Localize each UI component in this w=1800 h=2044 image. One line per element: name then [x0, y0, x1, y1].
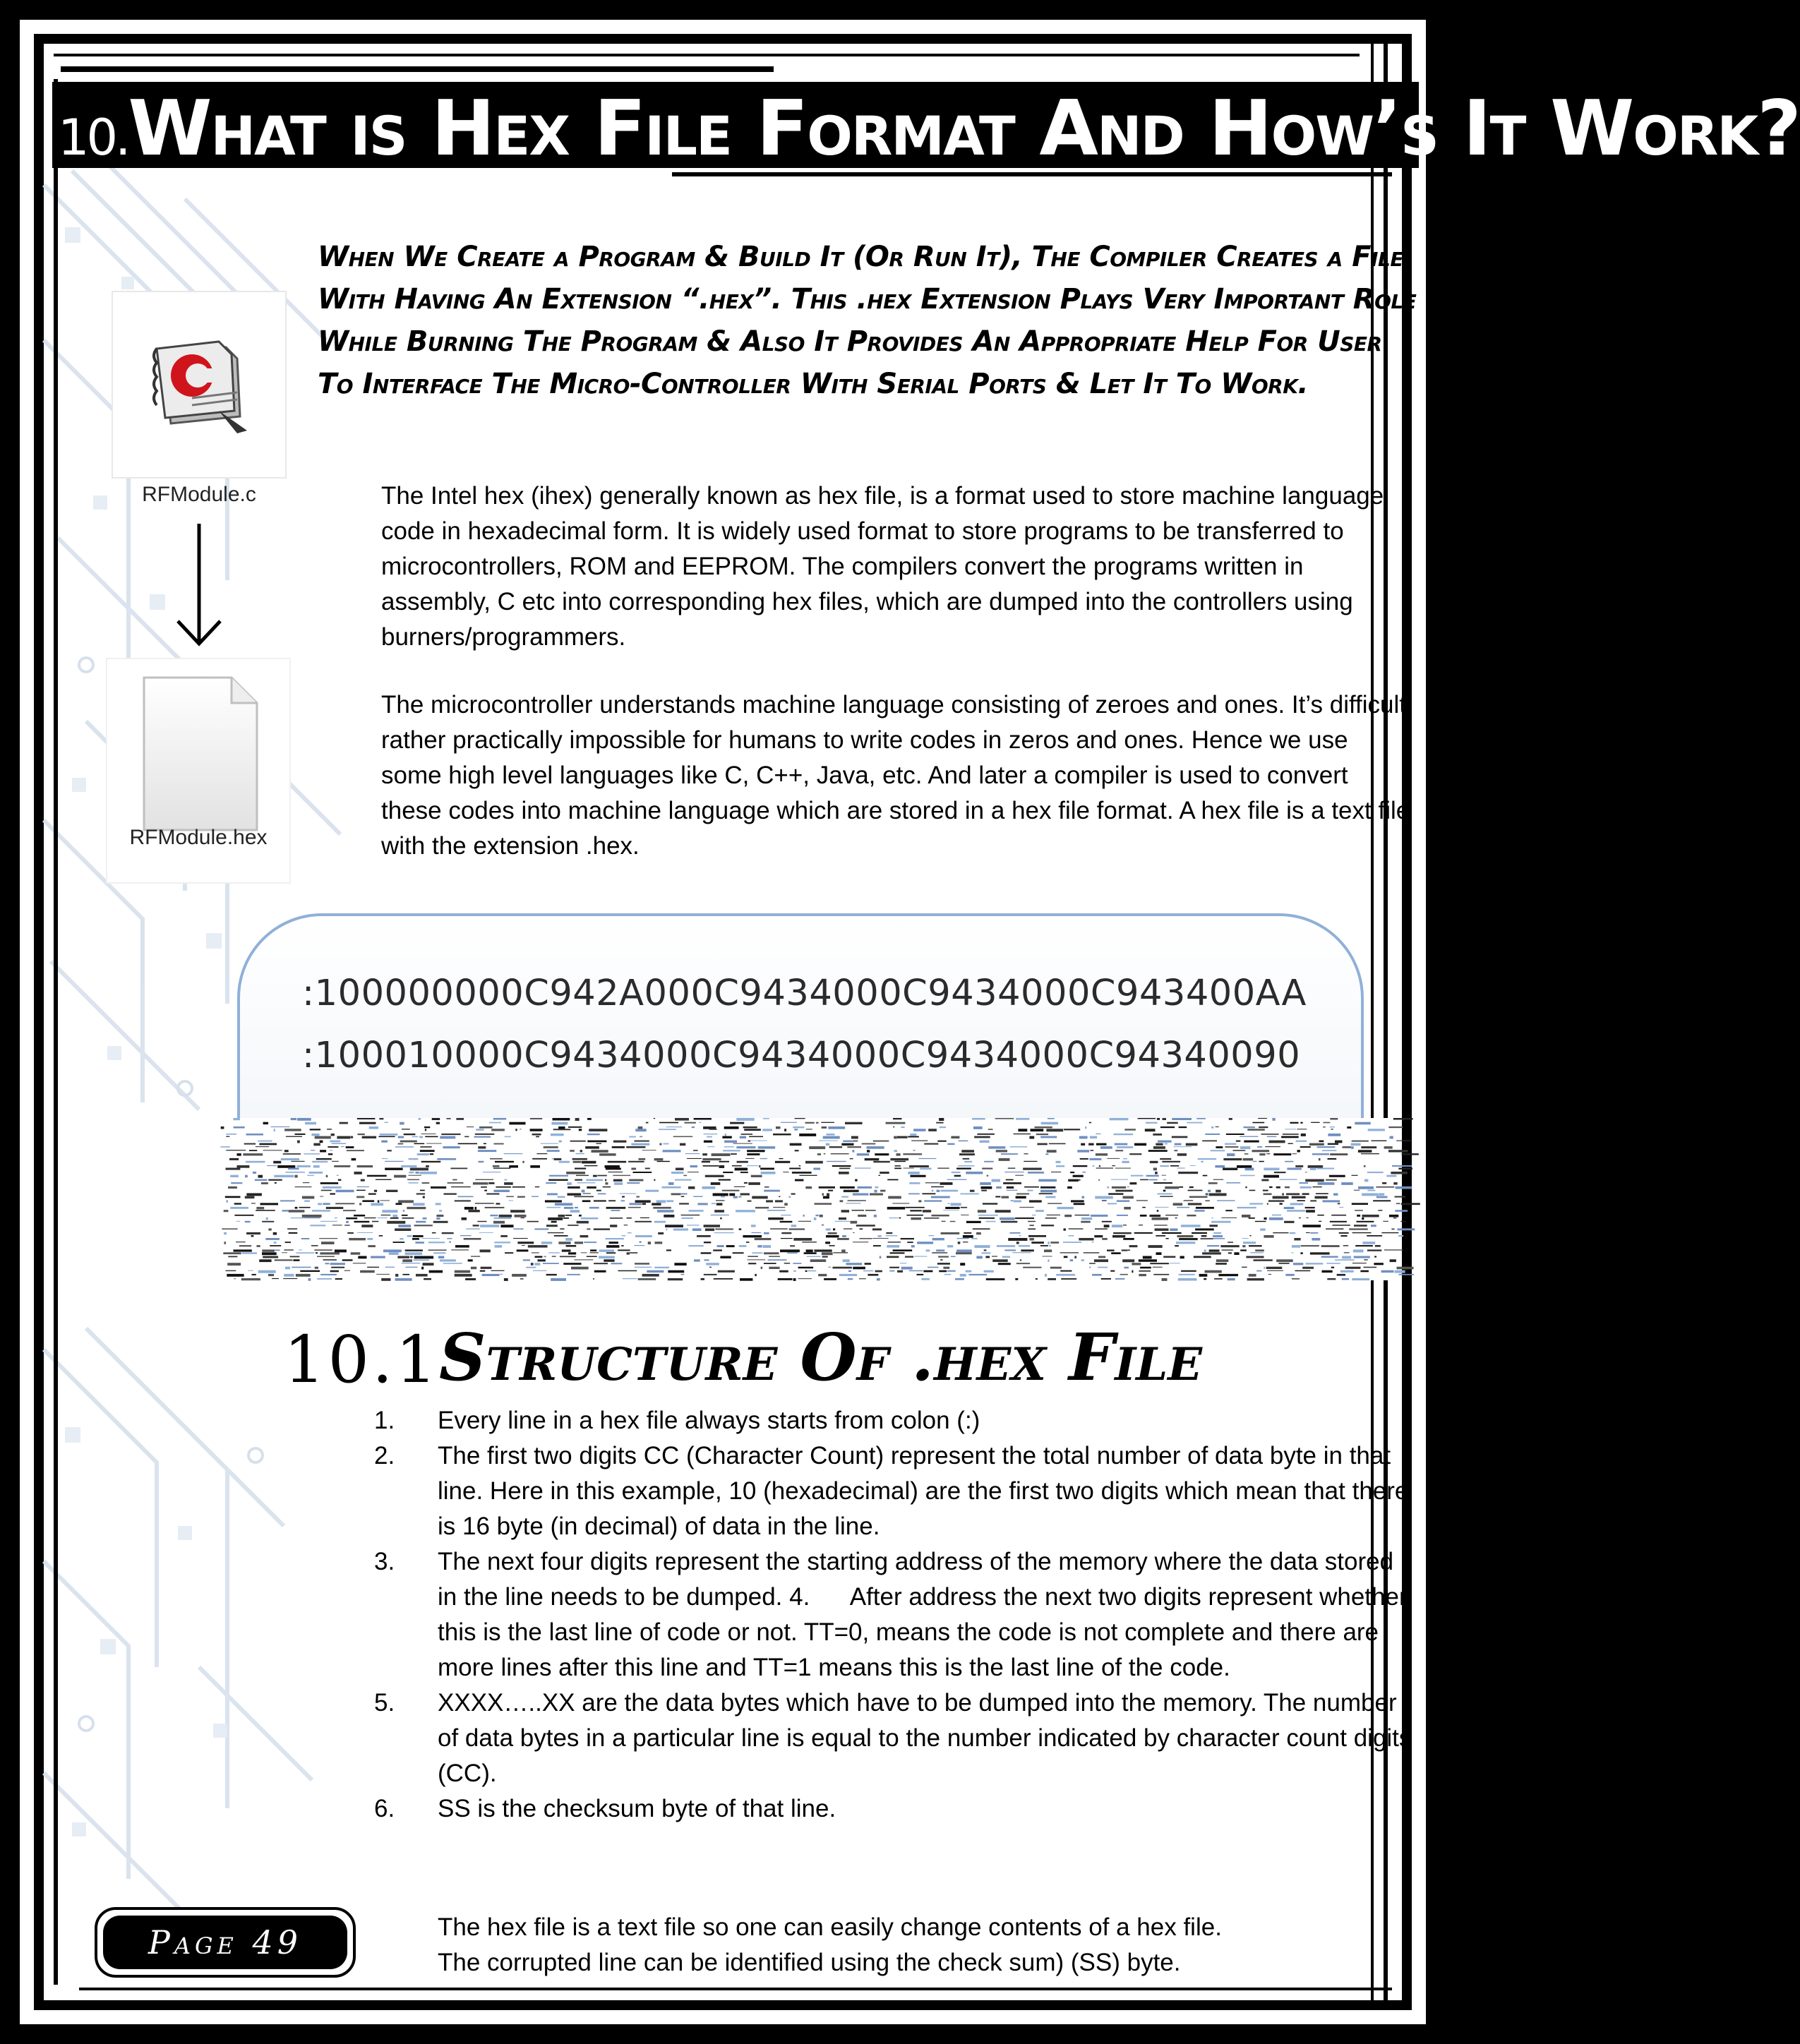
page-title: [58, 85, 1800, 173]
list-item: [374, 1791, 1419, 1827]
list-item: [374, 1403, 1419, 1438]
c-source-file-icon: [113, 292, 288, 480]
down-arrow-icon: [157, 524, 241, 651]
list-item-text: XXXX…..XX are the data bytes which have to be dumped into the memory. The number of data bytes in a particular line is equal to the number indicated by character count digits (CC).: [438, 1689, 1412, 1787]
hex-file-card: [106, 658, 291, 884]
page-number-badge: [95, 1907, 356, 1978]
blank-file-icon: [107, 659, 292, 885]
source-file-name: RFModule.c: [142, 483, 256, 506]
hex-example-box: [237, 913, 1364, 1146]
list-item-text: SS is the checksum byte of that line.: [438, 1795, 836, 1822]
top-rule-thick: [61, 66, 774, 72]
list-item-number: 5.: [374, 1689, 395, 1717]
title-text: What is Hex File Format And How’s It Work?: [128, 85, 1800, 173]
intro-text: When We Create a Program & Build It (Or Run It), The Compiler Creates a File With Having An Extension “.hex”. This .hex Extension Plays Very Important Role While Burning The Program & Also It Provides An Appropriate Help For User To Interface The Micro-Controller With Serial Ports & Let It To Work.: [318, 241, 1417, 400]
chapter-number: 10.: [58, 109, 128, 167]
closing-line: The hex file is a text file so one can easily change contents of a hex file.: [438, 1913, 1222, 1941]
list-item-text: Every line in a hex file always starts from colon (:): [438, 1407, 980, 1434]
list-item-number: 6.: [374, 1795, 395, 1822]
page-number: Page 49: [103, 1916, 347, 1969]
bottom-rule: [79, 1988, 1392, 1990]
structure-list: [374, 1403, 1419, 1827]
top-rule: [54, 54, 1360, 56]
closing-text: [438, 1910, 1412, 1980]
list-item: [374, 1438, 1419, 1544]
list-item-text: The next four digits represent the starting address of the memory where the data stored in the line needs to be dumped. 4. After address the next two digits represent whether this is the last line of code or not. TT=0, means the code is not complete and there are more lines after this line and TT=1 means this is the last line of the code.: [438, 1548, 1415, 1681]
list-item: [374, 1685, 1419, 1791]
list-item-number: 1.: [374, 1407, 395, 1434]
hex-file-name: RFModule.hex: [129, 826, 268, 849]
closing-line: The corrupted line can be identified using the check sum) (SS) byte.: [438, 1949, 1181, 1976]
section-title: Structure Of .hex File: [439, 1319, 1203, 1395]
list-item-number: 2.: [374, 1442, 395, 1469]
paragraph-intel-hex: The Intel hex (ihex) generally known as hex file, is a format used to store machine language code in hexadecimal form. It is widely used format to store programs to be transferred to microcontrollers, ROM and EEPROM. The compilers convert the programs written in assembly, C etc into corresponding hex files, which are dumped into the controllers using burners/programmers.: [381, 482, 1384, 651]
list-item-text: The first two digits CC (Character Count) represent the total number of data byte in that line. Here in this example, 10 (hexadecimal) are the first two digits which mean that there is 16 byte (in decimal) of data in the line.: [438, 1442, 1409, 1540]
paragraph-machine-language: The microcontroller understands machine language consisting of zeroes and ones. It’s difficult rather practically impossible for humans to write codes in zeros and ones. Hence we use some high level languages like C, C++, Java, etc. And later a compiler is used to convert these codes into machine language which are stored in a hex file format. A hex file is a text file with the extension .hex.: [381, 691, 1410, 860]
hex-line: :100010000C9434000C9434000C9434000C94340090: [302, 1035, 1301, 1076]
list-item-number: 3.: [374, 1548, 395, 1575]
left-rule: [54, 79, 58, 1985]
page-sheet: [44, 44, 1800, 2000]
corrupted-image-region: [220, 1118, 1402, 1280]
list-item: [374, 1544, 1419, 1685]
hex-line: :100000000C942A000C9434000C9434000C943400AA: [302, 973, 1307, 1014]
source-file-card: [112, 291, 287, 479]
section-number: 10.1: [284, 1322, 440, 1397]
